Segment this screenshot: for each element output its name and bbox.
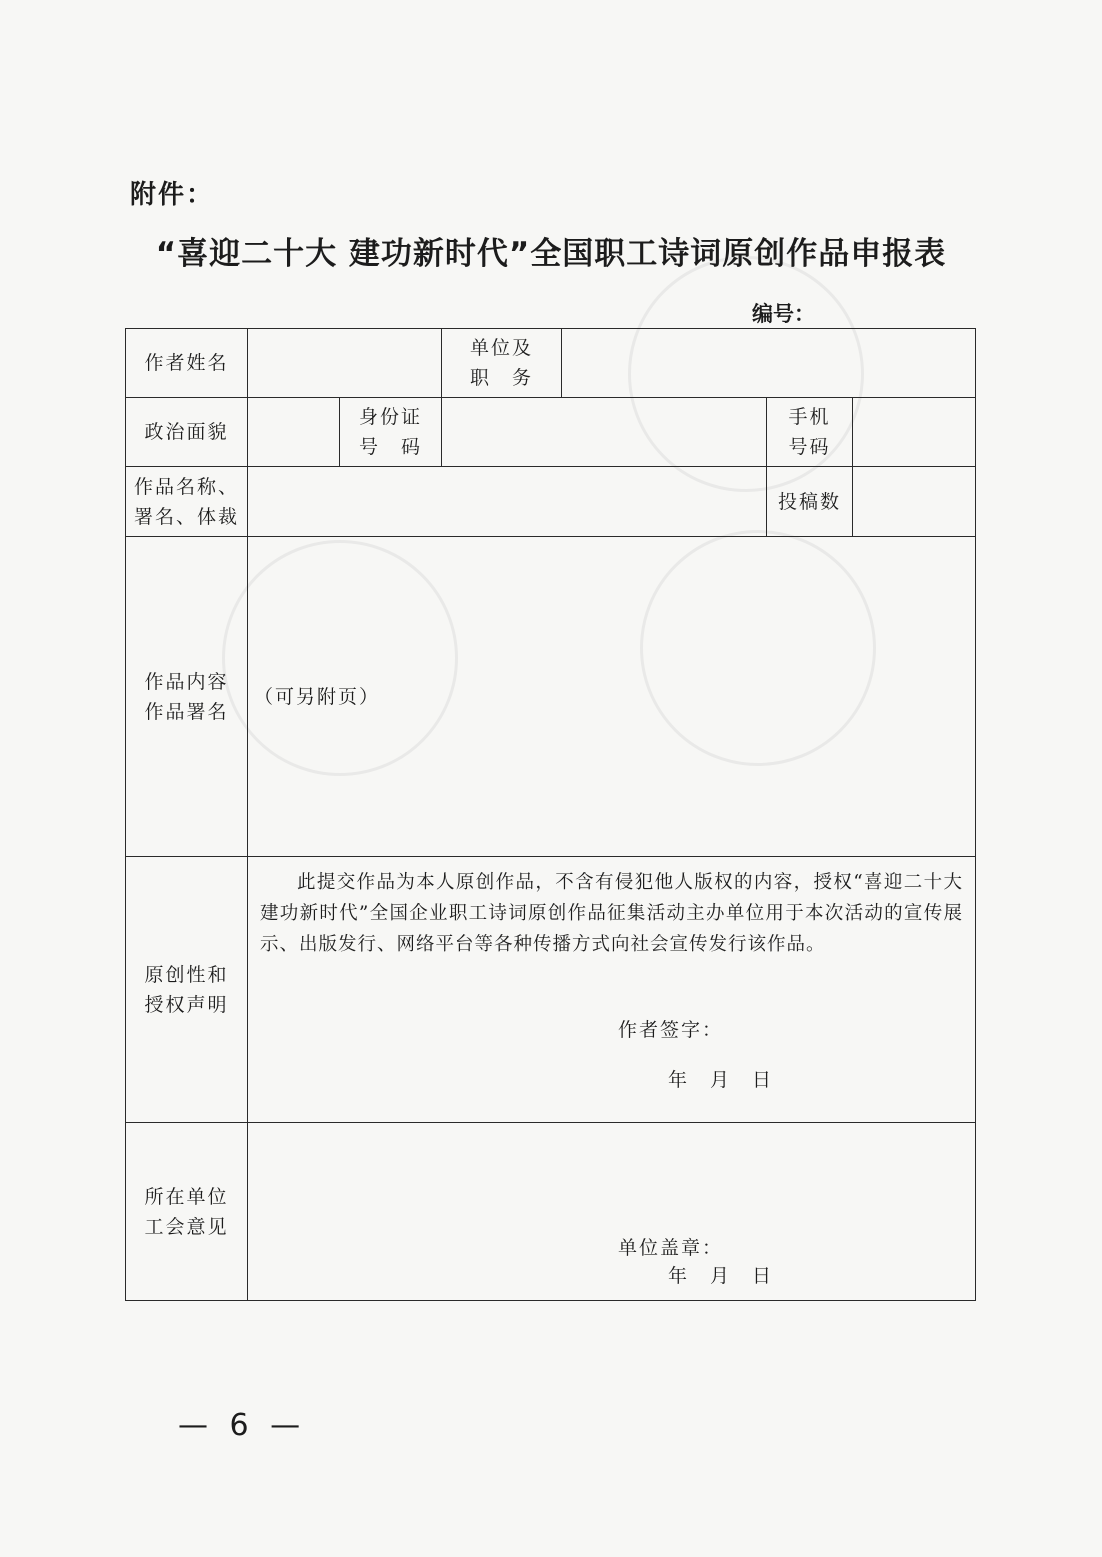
- submission-count-label: 投稿数: [767, 467, 853, 537]
- phone-label: 手机 号码: [767, 398, 853, 467]
- declaration-cell: [248, 857, 976, 1123]
- unit-position-label: 单位及 职 务: [442, 329, 562, 398]
- serial-number-label: 编号：: [752, 302, 815, 326]
- work-name-field[interactable]: [248, 467, 767, 537]
- submission-count-field[interactable]: [853, 467, 976, 537]
- union-date: 年 月 日: [668, 1265, 774, 1287]
- author-name-field[interactable]: [248, 329, 442, 398]
- work-name-label: 作品名称、 署名、体裁: [126, 467, 248, 537]
- application-form: [125, 328, 976, 1301]
- page-number: — 6 —: [178, 1408, 307, 1443]
- work-content-field[interactable]: [248, 537, 976, 857]
- union-opinion-label: 所在单位 工会意见: [126, 1123, 248, 1301]
- author-signature-label: 作者签字：: [618, 1019, 724, 1041]
- unit-position-field[interactable]: [562, 329, 976, 398]
- phone-field[interactable]: [853, 398, 976, 467]
- declaration-text: 此提交作品为本人原创作品，不含有侵犯他人版权的内容，授权“喜迎二十大 建功新时代”全国企业职工诗词原创作品征集活动主办单位用于本次活动的宣传展示、出版发行、网络平台等各种传播方式向社会宣传发行该作品。: [260, 872, 964, 955]
- union-opinion-cell[interactable]: [248, 1123, 976, 1301]
- political-status-field[interactable]: [248, 398, 340, 467]
- declaration-label: 原创性和 授权声明: [126, 857, 248, 1123]
- declaration-date: 年 月 日: [668, 1069, 774, 1091]
- attach-page-hint: （可另附页）: [254, 685, 381, 708]
- id-number-label: 身份证 号 码: [340, 398, 442, 467]
- page-title: “喜迎二十大 建功新时代”全国职工诗词原创作品申报表: [155, 236, 947, 272]
- attachment-label: 附件：: [130, 180, 215, 210]
- author-name-label: 作者姓名: [126, 329, 248, 398]
- political-status-label: 政治面貌: [126, 398, 248, 467]
- unit-seal-label: 单位盖章：: [618, 1237, 724, 1259]
- work-content-label: 作品内容 作品署名: [126, 537, 248, 857]
- id-number-field[interactable]: [442, 398, 767, 467]
